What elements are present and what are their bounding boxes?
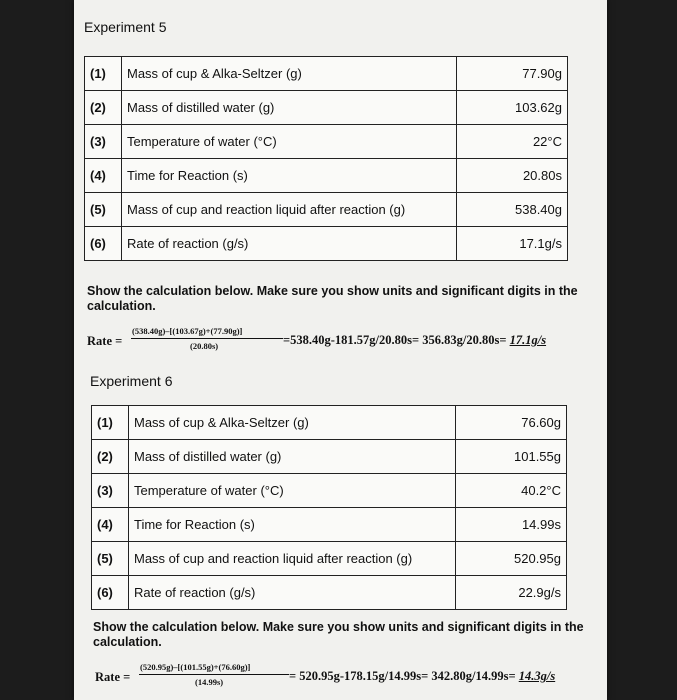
row-value: 77.90g <box>457 57 568 91</box>
fraction-bar <box>139 674 289 675</box>
row-number: (3) <box>92 474 129 508</box>
row-number: (1) <box>92 406 129 440</box>
calculation-steps: = 520.95g-178.15g/14.99s= 342.80g/14.99s= <box>289 669 519 683</box>
row-value: 14.99s <box>456 508 567 542</box>
experiment-5-title: Experiment 5 <box>84 19 167 35</box>
row-label: Time for Reaction (s) <box>122 159 457 193</box>
row-label: Mass of cup & Alka-Seltzer (g) <box>129 406 456 440</box>
table-row <box>92 508 567 542</box>
row-number: (3) <box>85 125 122 159</box>
row-number: (1) <box>85 57 122 91</box>
row-value: 22°C <box>457 125 568 159</box>
row-value: 101.55g <box>456 440 567 474</box>
row-label: Mass of cup and reaction liquid after reaction (g) <box>129 542 456 576</box>
row-number: (5) <box>85 193 122 227</box>
table-row <box>92 474 567 508</box>
row-value: 76.60g <box>456 406 567 440</box>
table-row <box>92 576 567 610</box>
row-number: (6) <box>85 227 122 261</box>
fraction-numerator: (538.40g)–[(103.67g)+(77.90g)] <box>132 326 243 336</box>
experiment-6-title: Experiment 6 <box>90 373 173 389</box>
table-row <box>92 542 567 576</box>
calculation-instruction: Show the calculation below. Make sure you show units and significant digits in the calculation. <box>93 620 584 649</box>
table-row <box>92 440 567 474</box>
rate-calculation <box>95 662 600 692</box>
fraction-bar <box>131 338 283 339</box>
row-label: Rate of reaction (g/s) <box>122 227 457 261</box>
row-label: Mass of distilled water (g) <box>129 440 456 474</box>
row-number: (4) <box>92 508 129 542</box>
row-label: Rate of reaction (g/s) <box>129 576 456 610</box>
rate-calculation <box>87 326 597 356</box>
row-number: (2) <box>85 91 122 125</box>
calculation-steps: =538.40g-181.57g/20.80s= 356.83g/20.80s= <box>283 333 510 347</box>
calculation-instruction: Show the calculation below. Make sure you show units and significant digits in the calculation. <box>87 284 578 313</box>
row-label: Mass of cup & Alka-Seltzer (g) <box>122 57 457 91</box>
row-label: Mass of cup and reaction liquid after reaction (g) <box>122 193 457 227</box>
row-value: 20.80s <box>457 159 568 193</box>
table-row <box>85 227 568 261</box>
experiment-5-table <box>84 56 568 261</box>
row-label: Time for Reaction (s) <box>129 508 456 542</box>
row-number: (4) <box>85 159 122 193</box>
row-number: (6) <box>92 576 129 610</box>
row-label: Temperature of water (°C) <box>129 474 456 508</box>
row-value: 22.9g/s <box>456 576 567 610</box>
experiment-6-table <box>91 405 567 610</box>
row-value: 40.2°C <box>456 474 567 508</box>
row-value: 17.1g/s <box>457 227 568 261</box>
row-value: 520.95g <box>456 542 567 576</box>
row-value: 538.40g <box>457 193 568 227</box>
table-row <box>92 406 567 440</box>
row-value: 103.62g <box>457 91 568 125</box>
table-row <box>85 193 568 227</box>
table-row <box>85 91 568 125</box>
row-label: Mass of distilled water (g) <box>122 91 457 125</box>
row-label: Temperature of water (°C) <box>122 125 457 159</box>
table-row <box>85 125 568 159</box>
row-number: (2) <box>92 440 129 474</box>
calculation-result: 14.3g/s <box>518 669 556 683</box>
fraction-denominator: (14.99s) <box>195 677 224 687</box>
fraction-denominator: (20.80s) <box>190 341 219 351</box>
rate-label: Rate = <box>87 334 123 348</box>
row-number: (5) <box>92 542 129 576</box>
fraction-numerator: (520.95g)–[(101.55g)+(76.60g)] <box>140 662 251 672</box>
table-row <box>85 159 568 193</box>
calculation-result: 17.1g/s <box>509 333 547 347</box>
table-row <box>85 57 568 91</box>
rate-label: Rate = <box>95 670 131 684</box>
